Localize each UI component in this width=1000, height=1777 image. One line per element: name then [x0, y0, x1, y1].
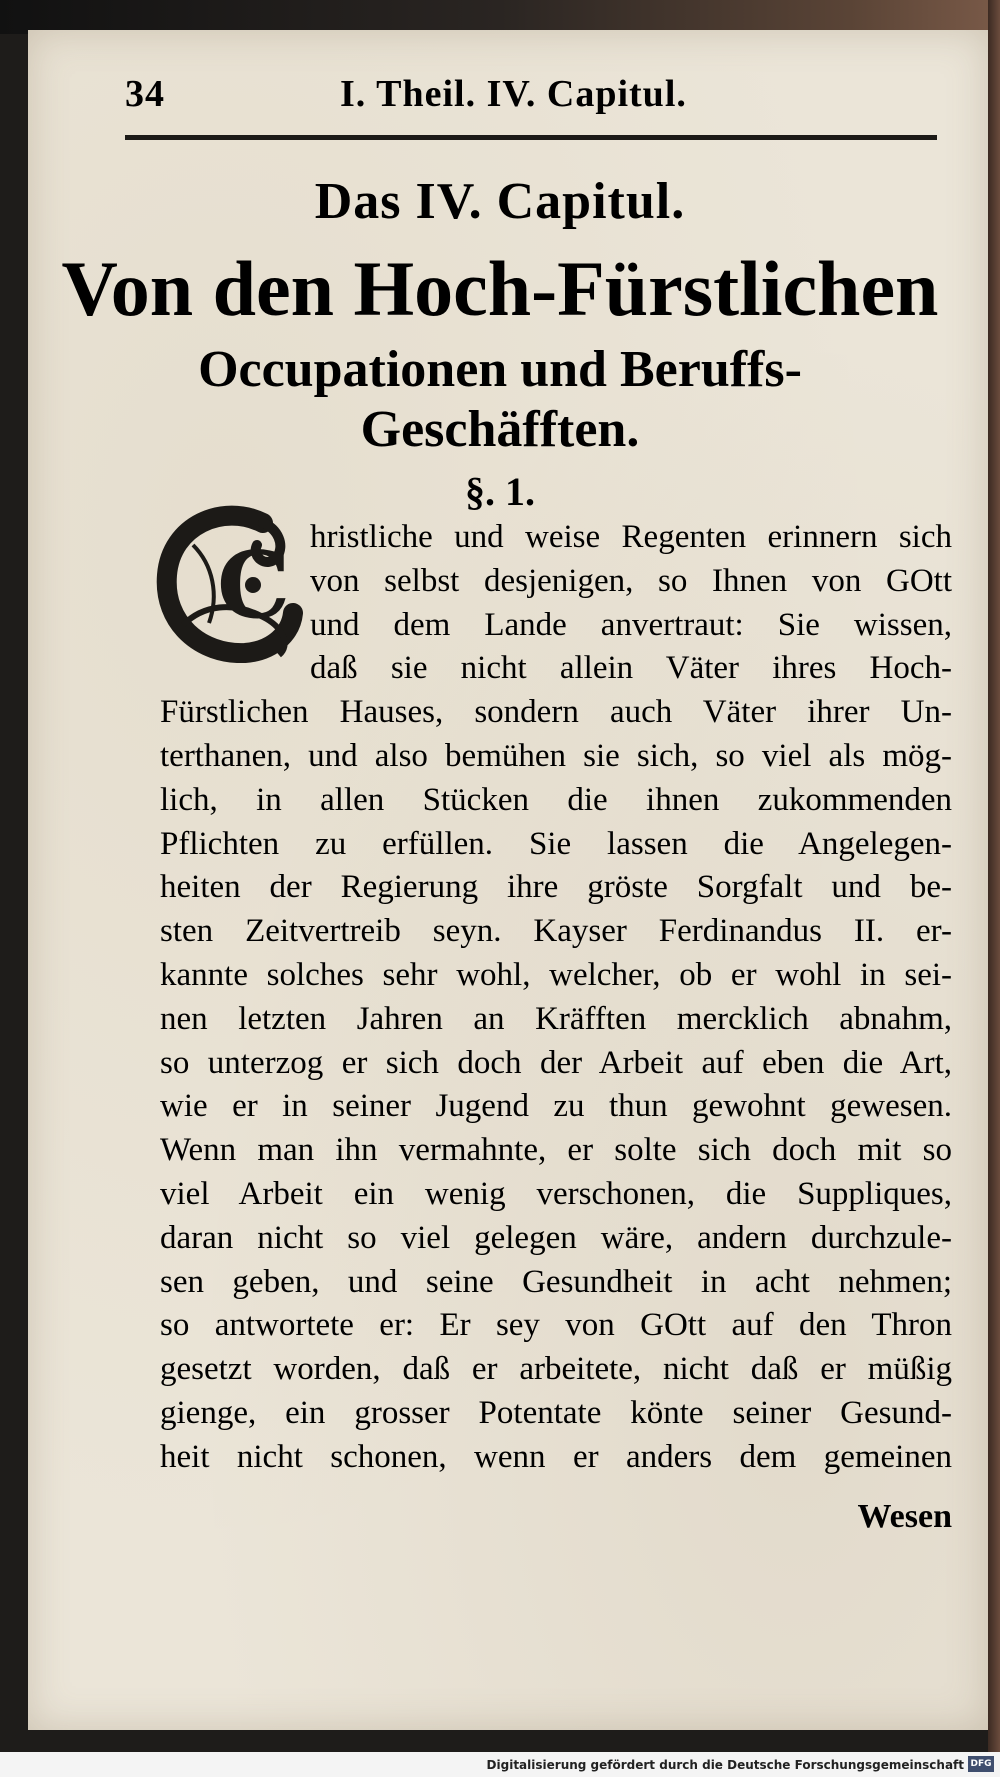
- chapter-number: Das IV. Capitul.: [314, 173, 686, 230]
- text-line: gesetzt worden, daß er arbeitete, nicht daß er müßig: [160, 1351, 952, 1388]
- text-line: terthanen, und also bemühen sie sich, so viel als mög-: [160, 737, 952, 774]
- text-line: heiten der Regierung ihre gröste Sorgfalt und be-: [160, 869, 952, 906]
- scan-border-top: [0, 0, 1000, 34]
- dropcap-letter: C: [217, 531, 291, 639]
- funding-credit: Digitalisierung gefördert durch die Deutsche Forschungsgemeinschaft: [486, 1758, 964, 1772]
- text-line: sen geben, und seine Gesundheit in acht nehmen;: [160, 1263, 952, 1300]
- text-line: hristliche und weise Regenten erinnern sich: [310, 519, 952, 555]
- chapter-title: Von den Hoch-Fürstlichen: [61, 245, 939, 332]
- text-line: und dem Lande anvertraut: Sie wissen,: [310, 606, 952, 643]
- section-mark: §. 1.: [465, 469, 535, 514]
- header-rule: [125, 135, 937, 140]
- text-line: nen letzten Jahren an Kräfften mercklich abnahm,: [160, 1000, 952, 1037]
- text-line: so antwortete er: Er sey von GOtt auf den Thron: [160, 1307, 952, 1344]
- text-line: Fürstlichen Hauses, sondern auch Väter ihrer Un-: [160, 694, 952, 731]
- text-line: gienge, ein grosser Potentate könte seiner Gesund-: [160, 1394, 952, 1431]
- page-header: [125, 68, 935, 118]
- text-line: Pflichten zu erfüllen. Sie lassen die Angelegen-: [160, 825, 952, 862]
- text-line: von selbst desjenigen, so Ihnen von GOtt: [310, 562, 952, 599]
- text-line: lich, in allen Stücken die ihnen zukommenden: [160, 781, 952, 818]
- text-line: heit nicht schonen, wenn er anders dem gemeinen: [160, 1438, 952, 1475]
- catchword: Wesen: [857, 1498, 952, 1535]
- text-line: wie er in seiner Jugend zu thun gewohnt gewesen.: [160, 1088, 952, 1125]
- text-line: so unterzog er sich doch der Arbeit auf eben die Art,: [160, 1044, 952, 1081]
- running-head: I. Theil. IV. Capitul.: [340, 73, 687, 115]
- text-line: Wenn man ihn vermahnte, er solte sich doch mit so: [160, 1132, 952, 1169]
- text-line: daß sie nicht allein Väter ihres Hoch-: [310, 650, 952, 687]
- chapter-subtitle-line-1: Occupationen und Beruffs-: [198, 341, 802, 398]
- text-line: viel Arbeit ein wenig verschonen, die Suppliques,: [160, 1175, 952, 1212]
- text-line: sten Zeitvertreib seyn. Kayser Ferdinandus II. er-: [160, 913, 952, 950]
- text-line: daran nicht so viel gelegen wäre, andern durchzule-: [160, 1219, 952, 1256]
- body-text: [160, 516, 952, 1480]
- dfg-logo: DFG: [968, 1756, 994, 1772]
- chapter-subtitle-line-2: Geschäfften.: [360, 401, 640, 458]
- text-line: kannte solches sehr wohl, welcher, ob er wohl in sei-: [160, 956, 952, 993]
- page-number: 34: [125, 73, 165, 115]
